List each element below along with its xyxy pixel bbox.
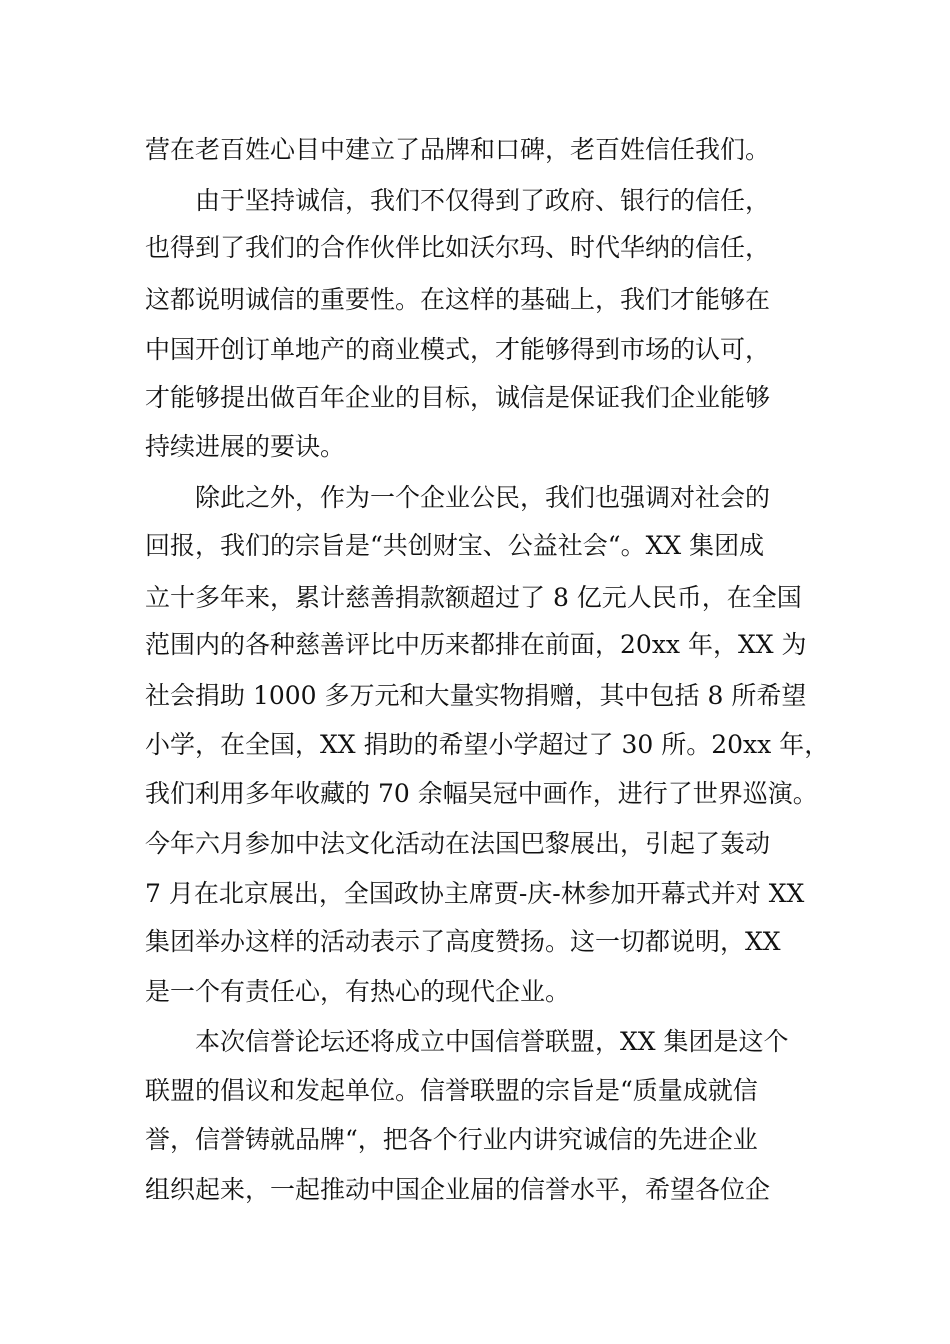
text-line: 小学，在全国，XX 捐助的希望小学超过了 30 所。20xx 年， [145, 730, 830, 759]
text-line: 组织起来，一起推动中国企业届的信誉水平，希望各位企 [145, 1175, 771, 1204]
paragraph-first-line: 本次信誉论坛还将成立中国信誉联盟，XX 集团是这个 [195, 1027, 789, 1056]
text-line: 营在老百姓心目中建立了品牌和口碑，老百姓信任我们。 [145, 135, 771, 164]
text-line: 誉，信誉铸就品牌“，把各个行业内讲究诚信的先进企业 [145, 1125, 758, 1154]
text-line: 联盟的倡议和发起单位。信誉联盟的宗旨是“质量成就信 [145, 1076, 758, 1105]
text-line: 我们利用多年收藏的 70 余幅吴冠中画作，进行了世界巡演。 [145, 779, 818, 808]
text-line: 社会捐助 1000 多万元和大量实物捐赠，其中包括 8 所希望 [145, 681, 807, 710]
text-line: 立十多年来，累计慈善捐款额超过了 8 亿元人民币，在全国 [145, 583, 802, 612]
paragraph-first-line: 除此之外，作为一个企业公民，我们也强调对社会的 [195, 483, 771, 512]
text-line: 集团举办这样的活动表示了高度赞扬。这一切都说明，XX [145, 927, 781, 956]
text-line: 范围内的各种慈善评比中历来都排在前面，20xx 年，XX 为 [145, 630, 807, 659]
text-line: 持续进展的要诀。 [145, 432, 346, 461]
text-line: 今年六月参加中法文化活动在法国巴黎展出，引起了轰动 [145, 829, 771, 858]
text-line: 7 月在北京展出，全国政协主席贾-庆-林参加开幕式并对 XX [145, 879, 805, 908]
text-line: 也得到了我们的合作伙伴比如沃尔玛、时代华纳的信任， [145, 233, 771, 262]
text-line: 回报，我们的宗旨是“共创财宝、公益社会“。XX 集团成 [145, 531, 765, 560]
text-line: 是一个有责任心，有热心的现代企业。 [145, 977, 571, 1006]
paragraph-first-line: 由于坚持诚信，我们不仅得到了政府、银行的信任， [195, 186, 771, 215]
text-line: 才能够提出做百年企业的目标，诚信是保证我们企业能够 [145, 383, 771, 412]
text-line: 中国开创订单地产的商业模式，才能够得到市场的认可， [145, 335, 771, 364]
text-line: 这都说明诚信的重要性。在这样的基础上，我们才能够在 [145, 285, 771, 314]
